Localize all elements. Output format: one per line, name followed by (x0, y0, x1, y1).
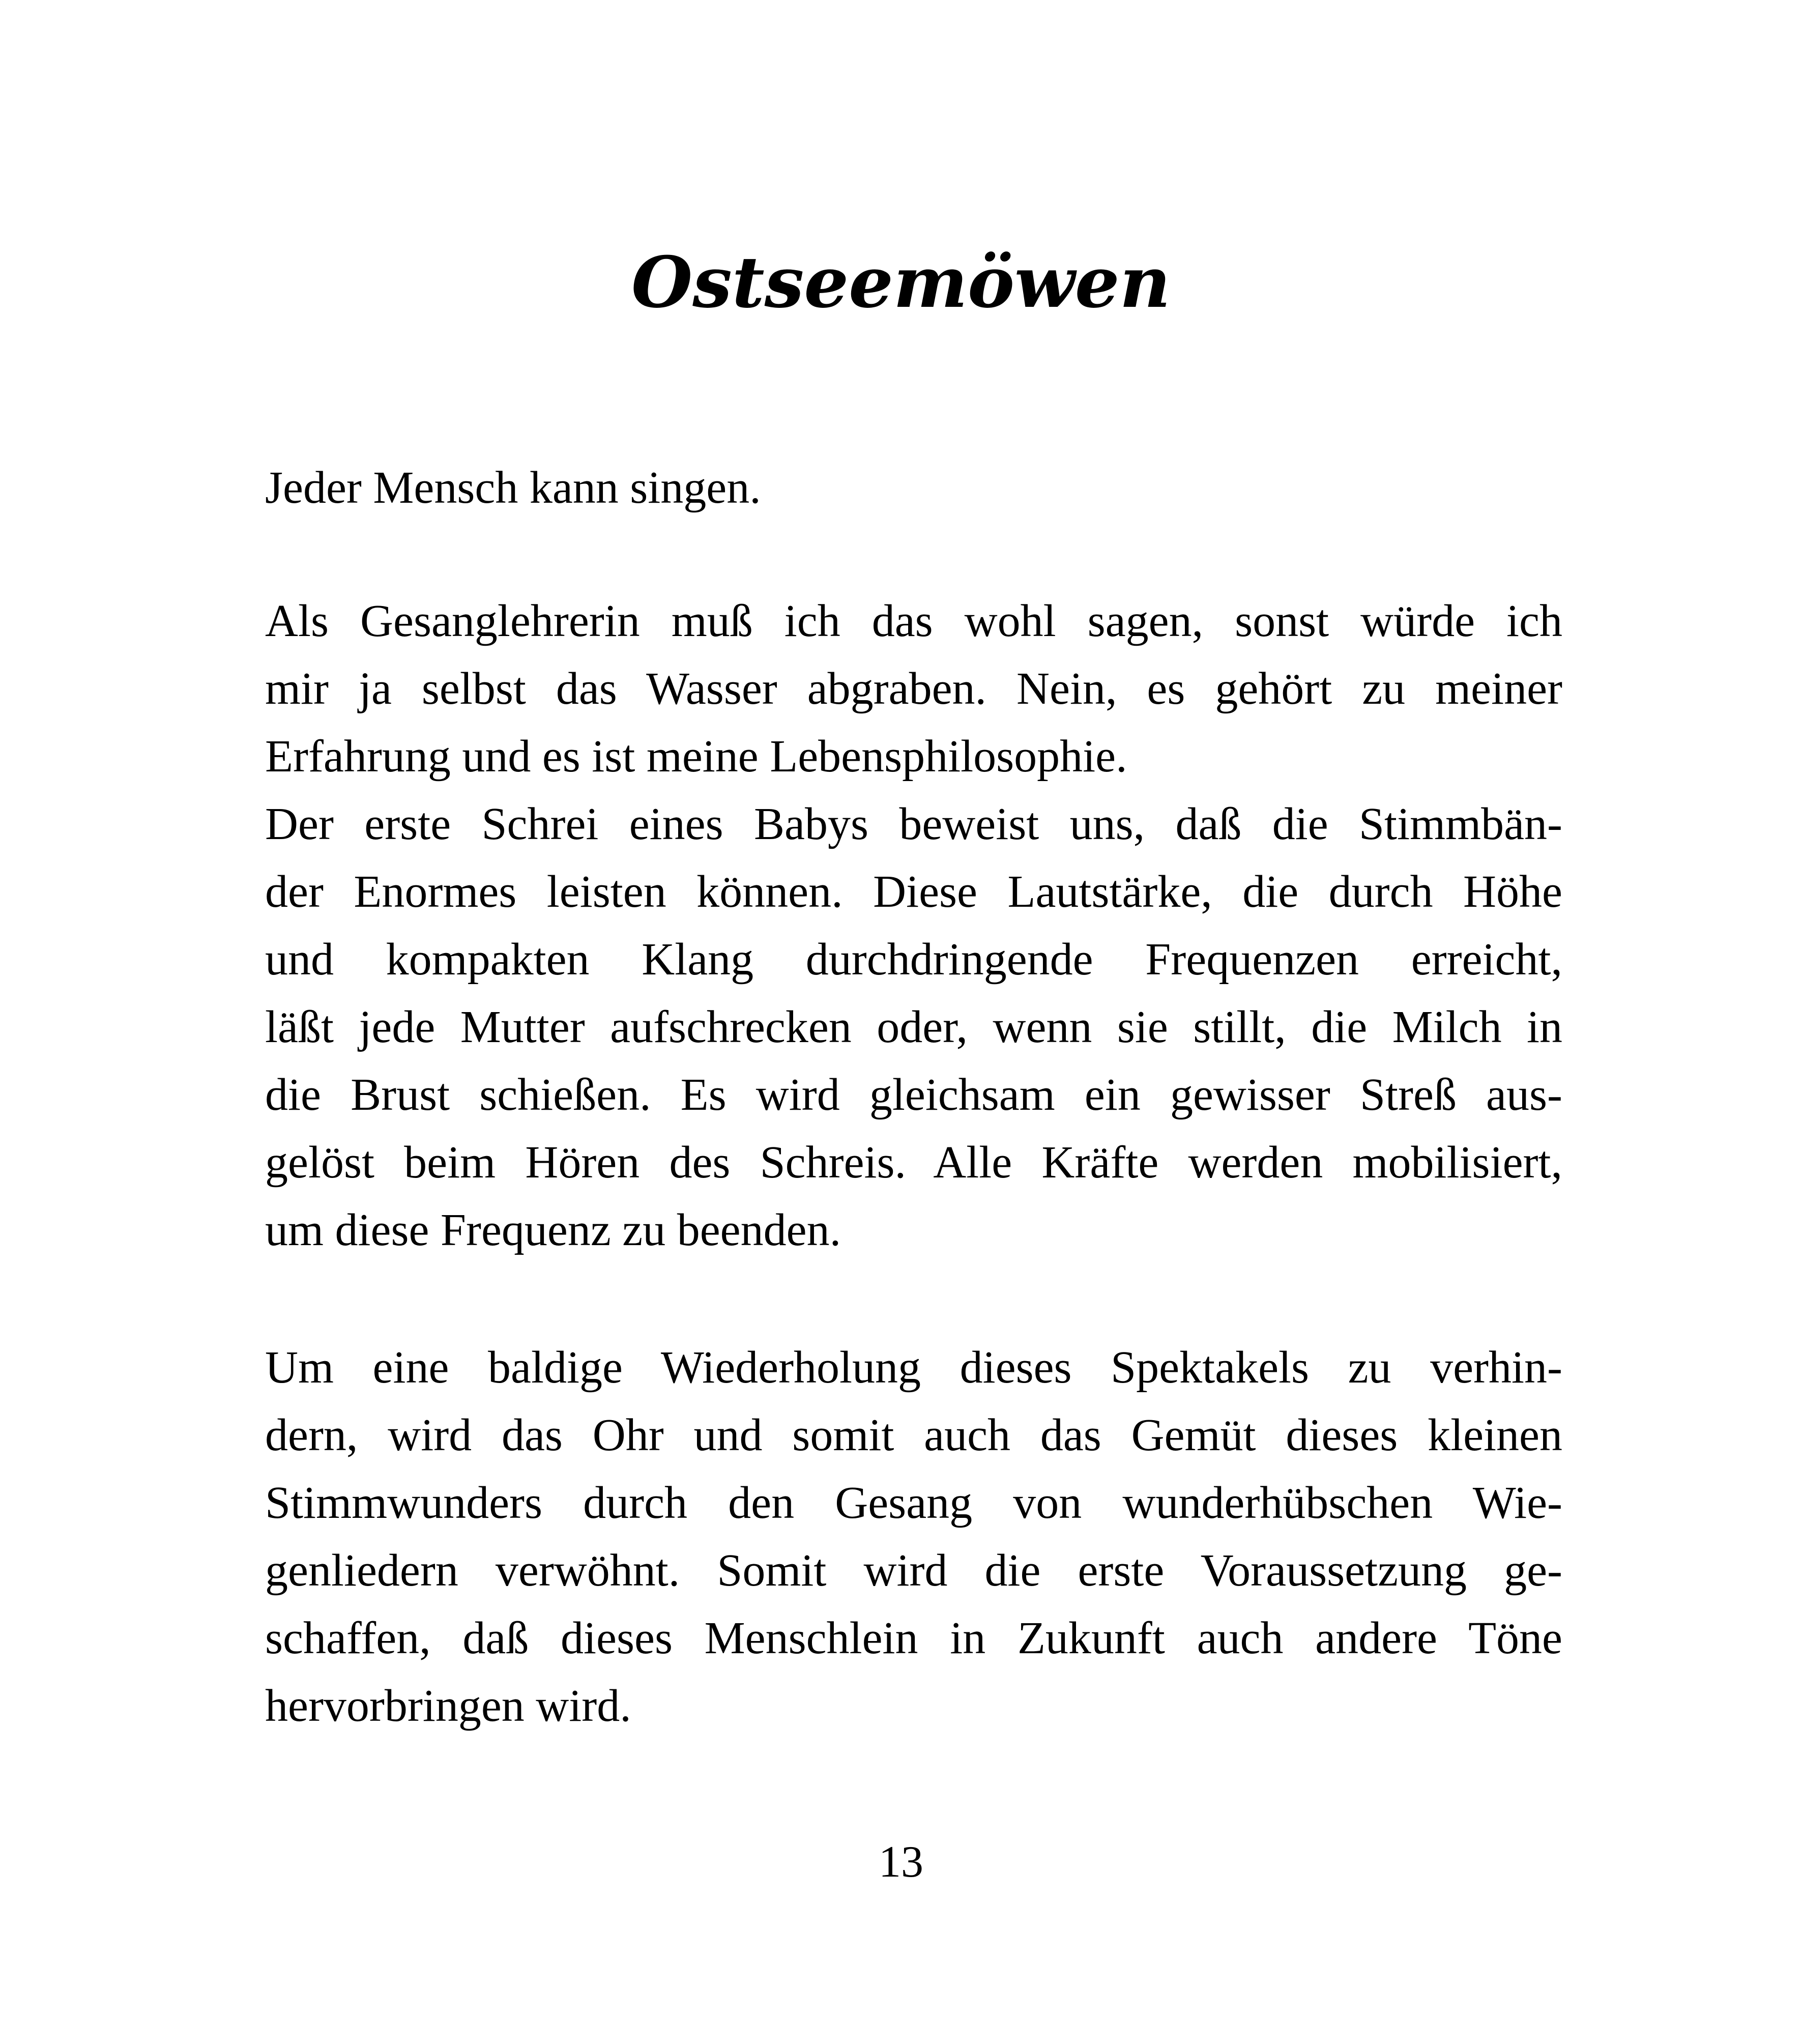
text-line: Stimmwunders durch den Gesang von wunderhübschen Wie- (265, 1478, 1562, 1528)
text-line: dern, wird das Ohr und somit auch das Gemüt dieses kleinen (265, 1410, 1562, 1460)
text-line: hervorbringen wird. (265, 1681, 631, 1731)
chapter-title: Ostseemöwen (631, 241, 1171, 324)
text-line: läßt jede Mutter aufschrecken oder, wenn sie stillt, die Milch in (265, 1002, 1562, 1052)
text-line: um diese Frequenz zu beenden. (265, 1205, 841, 1255)
text-line: Der erste Schrei eines Babys beweist uns, daß die Stimmbän- (265, 799, 1562, 849)
text-line: Erfahrung und es ist meine Lebensphilosophie. (265, 731, 1127, 782)
text-line: mir ja selbst das Wasser abgraben. Nein, es gehört zu meiner (265, 664, 1562, 714)
text-line: Als Gesanglehrerin muß ich das wohl sagen, sonst würde ich (265, 596, 1562, 646)
paragraph-3 (265, 1334, 1562, 1740)
text-line: gelöst beim Hören des Schreis. Alle Kräfte werden mobilisiert, (265, 1137, 1562, 1188)
paragraph-2 (265, 587, 1562, 1264)
paragraph-1 (265, 454, 1562, 522)
text-line: genliedern verwöhnt. Somit wird die erste Voraussetzung ge- (265, 1545, 1562, 1596)
text-line: der Enormes leisten können. Diese Lautstärke, die durch Höhe (265, 867, 1562, 917)
page-number: 13 (879, 1837, 923, 1887)
text-line: und kompakten Klang durchdringende Frequenzen erreicht, (265, 934, 1562, 985)
text-line: die Brust schießen. Es wird gleichsam ein gewisser Streß aus- (265, 1070, 1562, 1120)
text-line: schaffen, daß dieses Menschlein in Zukunft auch andere Töne (265, 1613, 1562, 1663)
text-line: Um eine baldige Wiederholung dieses Spektakels zu verhin- (265, 1342, 1562, 1393)
text-line: Jeder Mensch kann singen. (265, 463, 761, 513)
